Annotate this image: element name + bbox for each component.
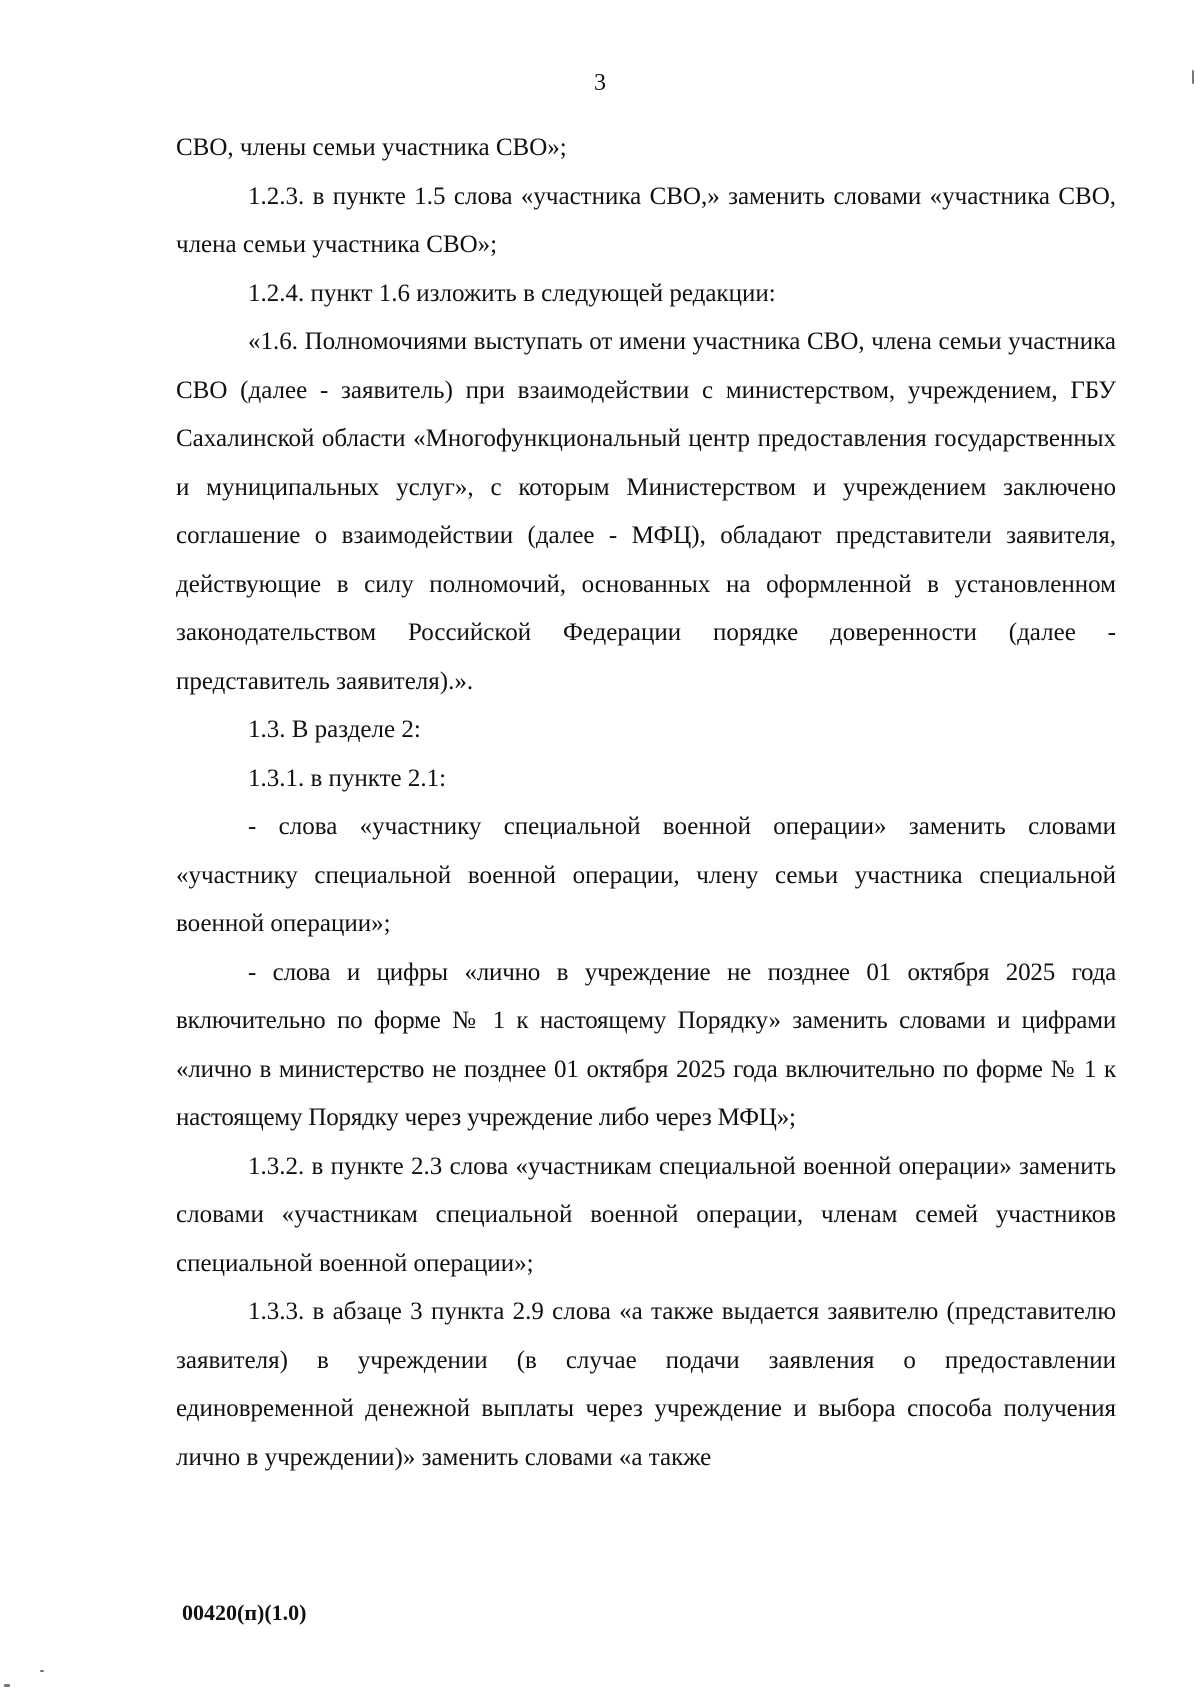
scan-speck: [4, 1684, 10, 1687]
scan-speck: [40, 1670, 44, 1672]
paragraph-1: СВО, члены семьи участника СВО»;: [176, 134, 567, 161]
scan-speck: [1192, 70, 1194, 84]
paragraph-10: 1.3.3. в абзаце 3 пункта 2.9 слова «а также выдается заявителю (представителю заявителя) в учреждении (в случае подачи заявления о предоставлении единовременной денежной выплаты через учреждение и выбора способа получения лично в учреждении)» заменить словами «а также: [176, 1298, 1116, 1471]
page-number: 3: [594, 70, 606, 96]
paragraph-9: 1.3.2. в пункте 2.3 слова «участникам специальной военной операции» заменить словами «участникам специальной военной операции, членам семей участников специальной военной операции»;: [176, 1152, 1116, 1277]
document-body: [176, 124, 1116, 1482]
paragraph-5: 1.3. В разделе 2:: [248, 716, 421, 743]
paragraph-8: - слова и цифры «лично в учреждение не позднее 01 октября 2025 года включительно по форме № 1 к настоящему Порядку» заменить словами и цифрами «лично в министерство не позднее 01 октября 2025 года включительно по форме № 1 к настоящему Порядку через учреждение либо через МФЦ»;: [176, 958, 1116, 1131]
paragraph-7: - слова «участнику специальной военной операции» заменить словами «участнику специальной военной операции, члену семьи участника специальной военной операции»;: [176, 813, 1116, 937]
paragraph-6: 1.3.1. в пункте 2.1:: [248, 764, 447, 792]
paragraph-4: «1.6. Полномочиями выступать от имени участника СВО, члена семьи участника СВО (далее - заявитель) при взаимодействии с министерством, учреждением, ГБУ Сахалинской области «Многофункциональный центр предоставления государственных и муниципальных услуг», с которым Министерством и учреждением заключено соглашение о взаимодействии (далее - МФЦ), обладают представители заявителя, действующие в силу полномочий, основанных на оформленной в установленном законодательством Российской Федерации порядке доверенности (далее - представитель заявителя).».: [176, 328, 1116, 695]
paragraph-2: 1.2.3. в пункте 1.5 слова «участника СВО,» заменить словами «участника СВО, члена семьи участника СВО»;: [176, 182, 1116, 258]
paragraph-3: 1.2.4. пункт 1.6 изложить в следующей редакции:: [248, 279, 776, 307]
document-code: 00420(п)(1.0): [182, 1600, 307, 1625]
